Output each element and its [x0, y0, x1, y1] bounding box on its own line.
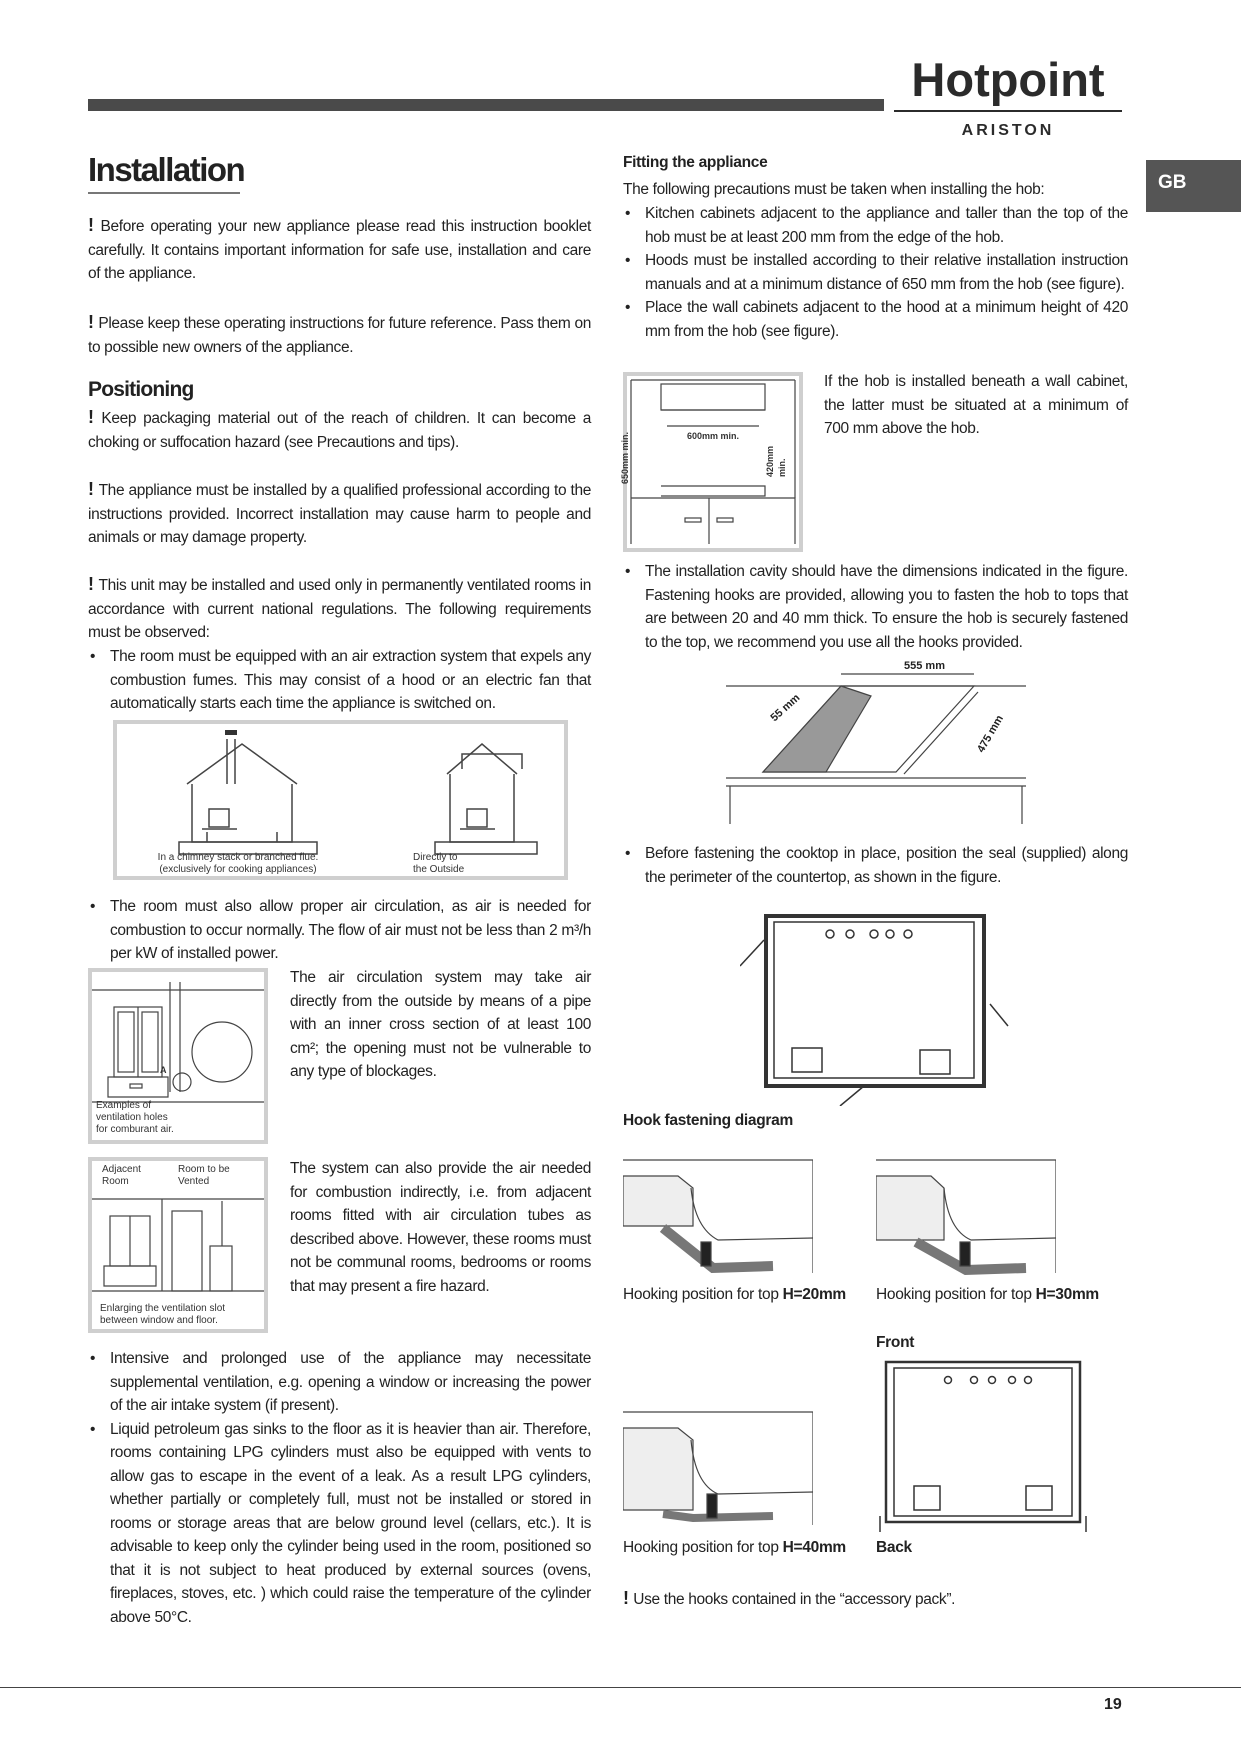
fig1-caption-right — [413, 852, 493, 876]
fitting-bullet-list — [623, 202, 1128, 343]
page-number: 19 — [1104, 1696, 1122, 1713]
fig2-caption-line1: Examples of — [96, 1100, 152, 1111]
brand-rule — [894, 110, 1122, 112]
fig2-label-a: A — [160, 1065, 167, 1075]
fig1-caption-left-line2: (exclusively for cooking appliances) — [159, 864, 317, 875]
bullet-list-2 — [88, 895, 591, 966]
hook-30-svg — [876, 1158, 1056, 1278]
figure-ventilation-houses — [113, 720, 568, 880]
hob-underside-svg — [876, 1356, 1090, 1536]
cab-fig-left-height: 650mm min. — [620, 431, 631, 485]
fig3-vented-line2: Vented — [178, 1176, 210, 1187]
fitting-bullet-wall-cabinets: • Place the wall cabinets adjacent to the hood at a minimum height of 420 mm from the hob (see figure). — [623, 296, 1128, 343]
fitting-heading: Fitting the appliance — [623, 154, 768, 171]
cab-fig-right-height: 420mm min. — [765, 445, 787, 477]
dim-475: 475 mm — [975, 713, 1006, 755]
cavity-bullet-list — [623, 560, 1128, 654]
header-bar — [88, 99, 884, 111]
intro-paragraph-2: ! Please keep these operating instructions for future reference. Pass them on to possible new owners of the appliance. — [88, 312, 592, 356]
back-label: Back — [876, 1539, 912, 1556]
seal-bullet-list — [623, 842, 1128, 889]
bullet-list-3 — [88, 1347, 591, 1629]
hook-40-drawing — [623, 1410, 813, 1530]
hook-20-drawing — [623, 1158, 813, 1278]
air-indirect-paragraph: The system can also provide the air needed for combustion indirectly, i.e. from adjacent rooms fitted with air circulation tubes as described above. However, these rooms must not be communal rooms, bedrooms or rooms that may present a fire hazard. — [290, 1160, 591, 1295]
fig3-vented-label — [178, 1164, 230, 1188]
hook-40-caption-prefix: Hooking position for top — [623, 1539, 783, 1556]
hook-40-caption-value: H=40mm — [782, 1539, 846, 1556]
title-underline — [88, 192, 240, 194]
intro-paragraph-1: ! Before operating your new appliance please read this instruction booklet carefully. It contains important information for safe use, installation and care of the appliance. — [88, 215, 592, 282]
hook-30-caption-value: H=30mm — [1035, 1286, 1099, 1303]
seal-bullet: • Before fastening the cooktop in place, position the seal (supplied) along the perimeter of the countertop, as shown in the figure. — [623, 842, 1128, 889]
fig3-adjacent-line2: Room — [102, 1176, 129, 1187]
bullet-air-circulation: • The room must also allow proper air circulation, as air is needed for combustion to occur normally. The flow of air must not be less than 2 m³/h per kW of installed power. — [88, 895, 591, 966]
front-label: Front — [876, 1334, 915, 1351]
page-title: Installation — [88, 151, 245, 188]
fig3-adjacent-label — [102, 1164, 141, 1188]
fig1-caption-right-line1: Directly to — [413, 852, 458, 863]
figure-ventilation-holes — [88, 968, 268, 1144]
fig3-caption-line2: between window and floor. — [100, 1315, 218, 1326]
figure-seal — [740, 900, 1020, 1106]
footer-rule — [0, 1687, 1241, 1688]
seal-drawing — [740, 900, 1020, 1106]
fig1-caption-left-line1: In a chimney stack or branched flue. — [157, 852, 319, 863]
language-tab — [1146, 160, 1241, 212]
figure-adjacent-room — [88, 1157, 268, 1333]
bullet-list-1 — [88, 645, 591, 716]
cavity-bullet: • The installation cavity should have the dimensions indicated in the figure. Fastening hooks are provided, allowing you to fasten the hob to tops that are between 20 and 40 mm thick. To ensure the hob is securely fastened to the top, we recommend you use all the hooks provided. — [623, 560, 1128, 654]
hook-20-caption-value: H=20mm — [782, 1286, 846, 1303]
cab-fig-width: 600mm min. — [687, 431, 740, 441]
hook-30-caption-prefix: Hooking position for top — [876, 1286, 1036, 1303]
hook-40-svg — [623, 1410, 813, 1530]
fig3-caption — [100, 1303, 225, 1327]
fig2-caption — [96, 1100, 174, 1136]
air-direct-paragraph: The air circulation system may take air directly from the outside by means of a pipe with an inner cross section of at least 100 cm²; the opening must not be vulnerable to any type of blockages. — [290, 969, 591, 1080]
fig1-caption-right-line2: the Outside — [413, 864, 465, 875]
brand-name: Hotpoint — [911, 53, 1105, 106]
hook-20-svg — [623, 1158, 813, 1278]
brand-logo — [888, 52, 1128, 142]
bullet-extraction: • The room must be equipped with an air extraction system that expels any combustion fumes. This may consist of a hood or an electric fan that automatically starts each time the appliance is switched on. — [88, 645, 591, 716]
positioning-heading: Positioning — [88, 378, 194, 401]
hook-30-caption — [876, 1286, 1099, 1304]
hook-20-caption-prefix: Hooking position for top — [623, 1286, 783, 1303]
dim-55: 55 mm — [768, 691, 803, 725]
fig2-caption-line3: for comburant air. — [96, 1124, 174, 1135]
fitting-bullet-hoods: • Hoods must be installed according to their relative installation instruction manuals and at a minimum distance of 650 mm from the hob (see figure). — [623, 249, 1128, 296]
fitting-bullet-cabinets: • Kitchen cabinets adjacent to the appliance and taller than the top of the hob must be at least 200 mm from the edge of the hob. — [623, 202, 1128, 249]
language-tab-label: GB — [1158, 172, 1187, 193]
fitting-intro: The following precautions must be taken when installing the hob: — [623, 181, 1045, 198]
figure-hood-clearances — [620, 372, 803, 552]
fig3-vented-line1: Room to be — [178, 1164, 230, 1175]
dim-555: 555 mm — [904, 660, 945, 672]
bullet-lpg: • Liquid petroleum gas sinks to the floor as it is heavier than air. Therefore, rooms containing LPG cylinders must also be equipped with vents to allow gas to escape in the event of a leak. As a result LPG cylinders, whether partially or completely full, must not be installed or stored in rooms or storage areas that are below ground level (cellars, etc.). It is advisable to keep only the cylinder being used in the room, positioned so that it is not subject to heat produced by external sources (ovens, fireplaces, stoves, etc. ) which could raise the temperature of the cylinder above 50°C. — [88, 1418, 591, 1630]
hob-underside-drawing — [876, 1356, 1090, 1536]
fig3-adjacent-line1: Adjacent — [102, 1164, 141, 1175]
fig3-caption-line1: Enlarging the ventilation slot — [100, 1303, 226, 1314]
fig1-caption-left — [153, 852, 323, 876]
positioning-paragraph-1: ! Keep packaging material out of the reach of children. It can become a choking or suffocation hazard (see Precautions and tips). — [88, 407, 591, 451]
figure-cavity-dimensions — [726, 656, 1026, 832]
fig2-caption-line2: ventilation holes — [96, 1112, 168, 1123]
hook-diagram-heading: Hook fastening diagram — [623, 1112, 793, 1129]
bullet-supplemental-ventilation: • Intensive and prolonged use of the appliance may necessitate supplemental ventilation, e.g. opening a window or increasing the power of the air intake system (if present). — [88, 1347, 591, 1418]
use-hooks-note: ! Use the hooks contained in the “accessory pack”. — [623, 1588, 956, 1608]
hook-30-drawing — [876, 1158, 1056, 1278]
wall-cabinet-paragraph: If the hob is installed beneath a wall cabinet, the latter must be situated at a minimum of 700 mm above the hob. — [824, 373, 1128, 437]
positioning-paragraph-2: ! The appliance must be installed by a qualified professional according to the instructions provided. Incorrect installation may cause harm to people and animals or may damage property. — [88, 479, 591, 546]
hook-20-caption — [623, 1286, 846, 1304]
positioning-paragraph-3: ! This unit may be installed and used only in permanently ventilated rooms in accordance with current national regulations. The following requirements must be observed: — [88, 574, 591, 641]
brand-sub: ARISTON — [961, 122, 1055, 139]
hook-40-caption — [623, 1539, 846, 1557]
